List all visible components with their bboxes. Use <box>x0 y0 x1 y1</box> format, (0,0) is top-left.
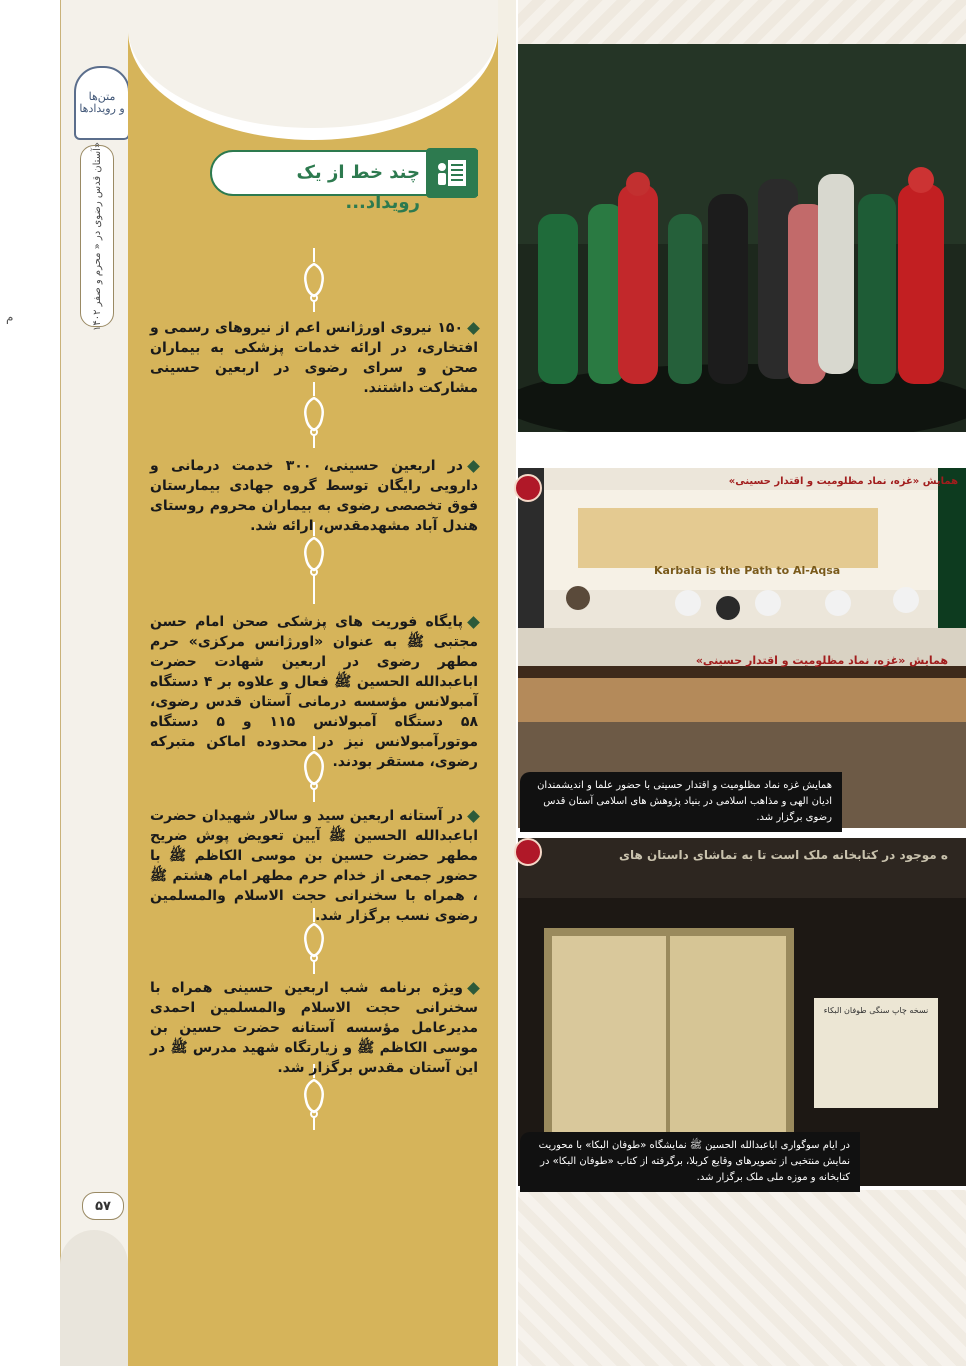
bullet-icon <box>467 460 480 473</box>
top-pattern <box>518 0 966 44</box>
divider-line <box>313 1116 315 1130</box>
news-text: در اربعین حسینی، ۳۰۰ خدمت درمانی و دارویی رایگان توسط گروه جهادی بیمارستان فوق تخصصی رضوی به بیماران محروم روستای هندل آباد مشهدمقدس، ارائه شد. <box>150 458 478 534</box>
bullet-icon <box>467 810 480 823</box>
hand-ornament-icon <box>300 922 328 962</box>
photo-caption: همایش غزه نماد مظلومیت و اقتدار حسینی با حضور علما و اندیشمندان ادیان الهی و مذاهب اسلامی در بنیاد پژوهش های اسلامی آستان قدس رضوی برگزار شد. <box>520 772 842 832</box>
photo-theater-performance <box>518 44 966 432</box>
bullet-icon <box>467 982 480 995</box>
news-item <box>150 456 478 536</box>
news-text: پایگاه فوریت های پزشکی صحن امام حسن مجتبی ﷺ به عنوان «اورژانس مرکزی» حرم مطهر رضوی در اربعین شهادت حضرت اباعبدالله الحسین ﷺ فعال و علاوه بر ۴ دستگاه آمبولانس مؤسسه درمانی آستان قدس رضوی، ۵۸ دستگاه آمبولانس ۱۱۵ و ۵ دستگاه موتورآمبولانس نیز در محدوده اماکن متبرکه رضوی، مستقر بودند. <box>150 614 478 770</box>
side-mark: م <box>6 310 14 324</box>
divider-line <box>313 788 315 802</box>
news-text: در آستانه اربعین سید و سالار شهیدان حضرت اباعبدالله الحسین ﷺ آیین تعویض پوش ضریح مطهر حضرت حسین بن موسی الکاظم ﷺ با حضور جمعی از خدام حرم مطهر امام هشتم ﷺ ، همراه با سخنرانی حجت الاسلام والمسلمین رضوی نسب برگزار شد. <box>150 808 478 924</box>
rose-icon <box>514 838 542 866</box>
hand-ornament-icon <box>300 1078 328 1118</box>
bullet-icon <box>467 322 480 335</box>
theater-scene-illustration <box>518 44 966 432</box>
banner-top-text: همایش «غزه، نماد مظلومیت و اقتدار حسینی» <box>728 476 958 487</box>
news-item <box>150 612 478 772</box>
divider-line <box>313 248 315 262</box>
bottom-pattern <box>518 1190 966 1366</box>
photo-caption: در ایام سوگواری اباعبدالله الحسین ﷺ نمایشگاه «طوفان البکا» با محوریت نمایش منتخبی از تصویرهای وقایع کربلا، برگرفته از کتاب «طوفان البکا» در کتابخانه و موزه ملی ملک برگزار شد. <box>520 1132 860 1192</box>
bullet-icon <box>467 616 480 629</box>
bottom-arch-ornament <box>60 1230 128 1366</box>
news-item <box>150 318 478 398</box>
document-icon <box>426 148 478 198</box>
exhibit-card-title: نسخه چاپ سنگی طوفان البکاء <box>823 1006 929 1015</box>
section-label-text: آستان قدس رضوی در « محرم و صفر ۱۴۰۲» <box>91 141 103 331</box>
hand-ornament-icon <box>300 396 328 436</box>
news-text: ۱۵۰ نیروی اورژانس اعم از نیروهای رسمی و افتخاری، در ارائه خدمات پزشکی به بیماران صحن و سرای رضوی در اربعین حسینی مشارکت داشتند. <box>150 320 478 396</box>
section-label <box>80 141 114 331</box>
banner-bottom-text: همایش «غزه، نماد مظلومیت و اقتدار حسینی» <box>695 654 948 667</box>
banner-english-text: Karbala is the Path to Al-Aqsa <box>654 564 841 577</box>
divider-line <box>313 960 315 974</box>
hand-ornament-icon <box>300 536 328 576</box>
news-item <box>150 978 478 1078</box>
magazine-logo <box>74 66 130 140</box>
divider-line <box>313 574 315 604</box>
news-text: ویژه برنامه شب اربعین حسینی همراه با سخنرانی حجت الاسلام والمسلمین احمدی مدیرعامل مؤسسه آستانه حضرت حسین بن موسی الکاظم ﷺ و زیارتگاه شهید مدرس ﷺ در این آستان مقدس برگزار شد. <box>150 980 478 1076</box>
page-number: ۵۷ <box>82 1192 124 1220</box>
section-title: چند خط از یک رویداد... <box>296 162 420 213</box>
divider-line <box>313 300 315 312</box>
news-item <box>150 806 478 926</box>
exhibition-banner-text: ه موجود در کتابخانه ملک است تا به تماشای داستان های <box>619 848 948 862</box>
rose-icon <box>514 474 542 502</box>
logo-text: متن‌ها و رویدادها <box>79 90 125 115</box>
divider-line <box>313 434 315 448</box>
hand-ornament-icon <box>300 262 328 302</box>
column-edge <box>498 0 516 1366</box>
